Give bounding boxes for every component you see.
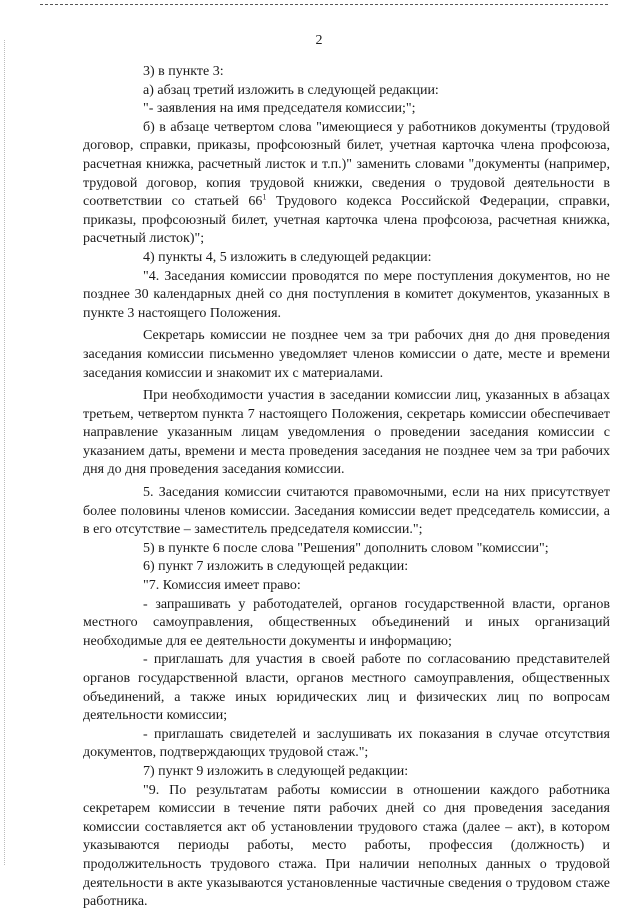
left-scan-margin <box>4 40 5 865</box>
paragraph-item-7: 7) пункт 9 изложить в следующей редакции: <box>143 763 409 779</box>
paragraph-point-9: "9. По результатам работы комиссии в отношении каждого работника секретарем комиссии в течение пяти рабочих дней со дня проведения заседания комиссии составляется акт об установлении трудового стажа (далее – акт), в котором указываются периоды работы, место работы, профессия (должность) и продолжительность трудового стажа. При наличии неполных данных о трудовой деятельности в акте указываются установленные частичные сведения о трудовом стаже работника. <box>83 782 610 910</box>
paragraph-item-4-5: 4) пункты 4, 5 изложить в следующей редакции: <box>143 249 432 265</box>
paragraph-item-6: 6) пункт 7 изложить в следующей редакции: <box>143 559 409 575</box>
page-number: 2 <box>315 33 323 48</box>
paragraph-right-request: - запрашивать у работодателей, органов государственной власти, органов местного самоуправления, общественных объединений и иных организаций необходимые для ее деятельности документы и информацию; <box>83 596 610 649</box>
paragraph-item-3b-text: б) в абзаце четвертом слова "имеющиеся у работников документы (трудовой договор, справки, приказы, профсоюзный билет, учетная карточка члена профсоюза, расчетная книжка, расчетный листок и т.п.)" заменить словами "документы (например, трудовой договор, копия трудовой книжки, сведения о трудовой деятельности в соответствии со статьей 66 <box>83 119 610 210</box>
footnote-superscript: 1 <box>262 192 267 202</box>
paragraph-item-3: 3) в пункте 3: <box>143 64 224 79</box>
paragraph-point-5: 5. Заседания комиссии считаются правомочными, если на них присутствует более половины членов комиссии. Заседания комиссии ведет председатель комиссии, а в его отсутствие – заместитель председателя комиссии."; <box>83 485 610 538</box>
paragraph-right-witnesses: - приглашать свидетелей и заслушивать их показания в случае отсутствия документов, подтверждающих трудовой стаж."; <box>83 726 610 761</box>
paragraph-secretary-notice: Секретарь комиссии не позднее чем за три рабочих дня до дня проведения заседания комиссии письменно уведомляет членов комиссии о дате, месте и времени заседания комиссии и знакомит их с материалами. <box>83 328 610 381</box>
paragraph-item-3b <box>83 119 610 249</box>
paragraph-item-5: 5) в пункте 6 после слова "Решения" дополнить словом "комиссии"; <box>143 540 549 556</box>
paragraph-point-7: "7. Комиссия имеет право: <box>143 578 301 594</box>
paragraph-participation: При необходимости участия в заседании комиссии лиц, указанных в абзацах третьем, четвертом пункта 7 настоящего Положения, секретарь комиссии обеспечивает направление указанным лицам уведомления о проведении заседания комиссии с указанием даты, времени и места проведения заседания не позднее чем за три рабочих дня до дня проведения заседания комиссии. <box>83 388 610 478</box>
paragraph-item-3a: а) абзац третий изложить в следующей редакции: <box>143 82 439 98</box>
document-body <box>83 63 610 912</box>
paragraph-point-4: "4. Заседания комиссии проводятся по мере поступления документов, но не позднее 30 календарных дней со дня поступления в комитет документов, указанных в пункте 3 настоящего Положения. <box>83 268 610 321</box>
top-scan-border <box>40 4 608 5</box>
paragraph-item-3b-continuation: Трудового кодекса Российской Федерации, справки, приказы, профсоюзный билет, учетная карточка члена профсоюза, расчетная книжка, расчетный листок)"; <box>83 194 611 247</box>
paragraph-quote-applications: "- заявления на имя председателя комиссии;"; <box>143 101 416 117</box>
paragraph-right-invite: - приглашать для участия в своей работе по согласованию представителей органов государственной власти, органов местного самоуправления, общественных объединений, а также иных юридических лиц и физических лиц по вопросам деятельности комиссии; <box>83 652 610 724</box>
